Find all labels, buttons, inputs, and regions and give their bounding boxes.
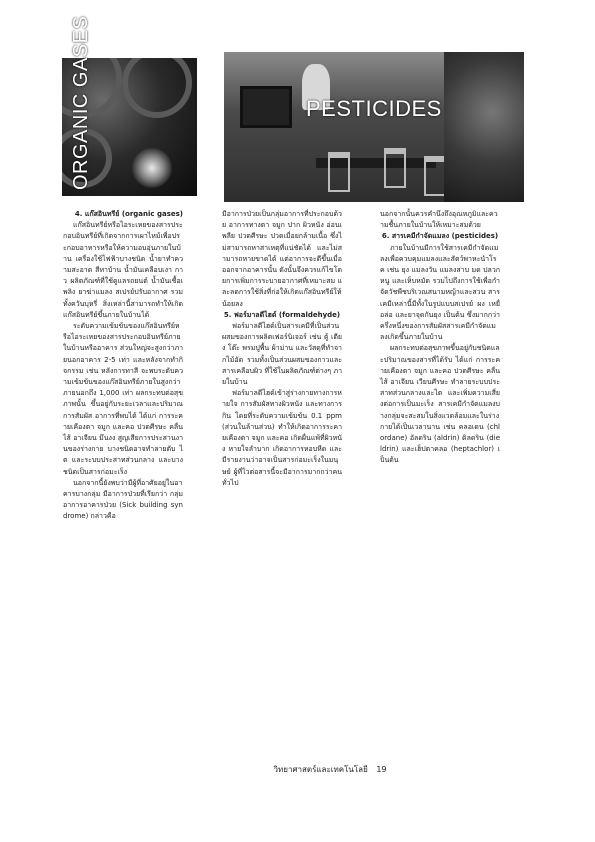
page-footer <box>250 763 410 776</box>
paragraph: นอกจากนี้ยังพบว่ามีผู้ที่อาศัยอยู่ในอาคารบางกลุ่ม มีอาการป่วยที่เรียกว่า กลุ่มอาการอาคารป่วย (Sick building syndrome) กล่าวคือ <box>63 478 183 521</box>
organic-gases-title: ORGANIC GASES <box>70 15 92 190</box>
paragraph: ฟอร์มาลดีไฮด์เข้าสู่ร่างกายทางการหายใจ การสัมผัสทางผิวหนัง และทางการกิน โดยที่ระดับความเข้มข้น 0.1 ppm (ส่วนในล้านส่วน) ทำให้เกิดอาการระคายเคืองตา จมูก และคอ เกิดผื่นแพ้ที่ผิวหนัง หายใจลำบาก เกิดอาการหอบหืด และมีรายงานว่าอาจเป็นสารก่อมะเร็งในมนุษย์ ผู้ที่ไวต่อสารนี้จะมีอาการมากกว่าคนทั่วไป <box>222 389 342 487</box>
pesticides-photo <box>224 52 524 202</box>
paragraph: ผลกระทบต่อสุขภาพขึ้นอยู่กับชนิดและปริมาณของสารที่ได้รับ ได้แก่ การระคายเคืองตา จมูก และคอ ปวดศีรษะ คลื่นไส้ อาเจียน เวียนศีรษะ ทำลายระบบประสาทส่วนกลางและไต และเพิ่มความเสี่ยงต่อการเป็นมะเร็ง สารเคมีกำจัดแมลงบางกลุ่มจะสะสมในสิ่งแวดล้อมและในร่างกายได้เป็นเวลานาน เช่น คลอเดน (chlordane) อัลดริน (aldrin) ดิลดริน (dieldrin) และเฮ็ปตาคลอ (heptachlor) เป็นต้น <box>380 344 500 465</box>
paragraph: ฟอร์มาลดีไฮด์เป็นสารเคมีที่เป็นส่วนผสมของการผลิตเฟอร์นิเจอร์ เช่น ตู้ เตียง โต๊ะ พรมปูพื้น ผ้าม่าน และวัสดุที่ทำจากไม้อัด รวมทั้งเป็นส่วนผสมของกาวและสารเคลือบผิว ที่ใช้ในผลิตภัณฑ์ต่างๆ ภายในบ้าน <box>222 322 342 387</box>
paragraph: นอกจากนั้นควรคำนึงถึงอุณหภูมิและความชื้นภายในบ้านให้เหมาะสมด้วย <box>380 210 498 230</box>
page-number: 19 <box>376 765 387 774</box>
paragraph: แก๊สอินทรีย์หรือไอระเหยของสารประกอบอินทรีย์ที่เกิดจากการเผาไหม้เพื่อประกอบอาหารหรือให้ความอบอุ่นภายในบ้าน เครื่องใช้ไฟฟ้าบางชนิด น้ำยาทำความสะอาด สีทาบ้าน น้ำมันเคลือบเงา กาว ผลิตภัณฑ์ที่ใช้ดูแลรถยนต์ น้ำมันเชื้อเพลิง ยาฆ่าแมลง สเปรย์ปรับอากาศ รวมทั้งควันบุหรี่ สิ่งเหล่านี้สามารถทำให้เกิดแก๊สอินทรีย์ขึ้นภายในบ้านได้ <box>63 221 183 319</box>
pesticides-title: PESTICIDES <box>306 96 442 121</box>
section-heading-organic-gases: 4. แก๊สอินทรีย์ (organic gases) <box>74 210 183 218</box>
section-heading-pesticides: 6. สารเคมีกำจัดแมลง (pesticides) <box>381 232 499 241</box>
column-1 <box>63 209 183 523</box>
paragraph: ระดับความเข้มข้นของแก๊สอินทรีย์หรือไอระเหยของสารประกอบอินทรีย์ภายในบ้านหรืออาคาร ส่วนใหญ่จะสูงกว่าภายนอกอาคาร 2-5 เท่า และหลังจากทำกิจกรรม เช่น หลังการทาสี จะพบระดับความเข้มข้นของแก๊สอินทรีย์ภายในสูงกว่าภายนอกถึง 1,000 เท่า ผลกระทบต่อสุขภาพนั้น ขึ้นอยู่กับระยะเวลาและปริมาณการสัมผัส อาการที่พบได้ ได้แก่ การระคายเคืองตา จมูก และคอ ปวดศีรษะ คลื่นไส้ อาเจียน มึนงง สูญเสียการประสานงานของร่างกาย บางชนิดอาจทำลายตับ ไต และระบบประสาทส่วนกลาง และบางชนิดเป็นสารก่อมะเร็ง <box>63 322 183 476</box>
column-2 <box>222 209 342 489</box>
section-heading-formaldehyde: 5. ฟอร์มาลดีไฮด์ (formaldehyde) <box>223 310 341 319</box>
paragraph: มีอาการป่วยเป็นกลุ่มอาการที่ประกอบด้วย อาการทางตา จมูก ปาก ผิวหนัง อ่อนเพลีย ปวดศีรษะ ปวดเมื่อยกล้ามเนื้อ ซึ่งไม่สามารถหาสาเหตุที่แน่ชัดได้ และไม่สามารถหายขาดได้ แต่อาการจะดีขึ้นเมื่อออกจากอาคารนั้น ดังนั้นจึงควรแก้ไขโดยการเพิ่มการระบายอากาศที่เหมาะสม และลดการใช้สิ่งที่ก่อให้เกิดแก๊สอินทรีย์ให้น้อยลง <box>222 210 343 308</box>
column-3 <box>380 209 500 467</box>
paragraph: ภายในบ้านมีการใช้สารเคมีกำจัดแมลงเพื่อควบคุมแมลงและสัตว์พาหะนำโรค เช่น ยุง แมลงวัน แมลงสาบ มด ปลวก หนู และเห็บหมัด รวมไปถึงการใช้เพื่อกำจัดวัชพืชบริเวณสนามหญ้าและสวน สารเคมีเหล่านี้มีทั้งในรูปแบบสเปรย์ ผง เหยื่อล่อ และยาจุดกันยุง เป็นต้น ซึ่งมากกว่าครึ่งหนึ่งของการสัมผัสสารเคมีกำจัดแมลงเกิดขึ้นภายในบ้าน <box>380 243 500 342</box>
footer-magazine-name: วิทยาศาสตร์และเทคโนโลยี <box>273 765 368 774</box>
